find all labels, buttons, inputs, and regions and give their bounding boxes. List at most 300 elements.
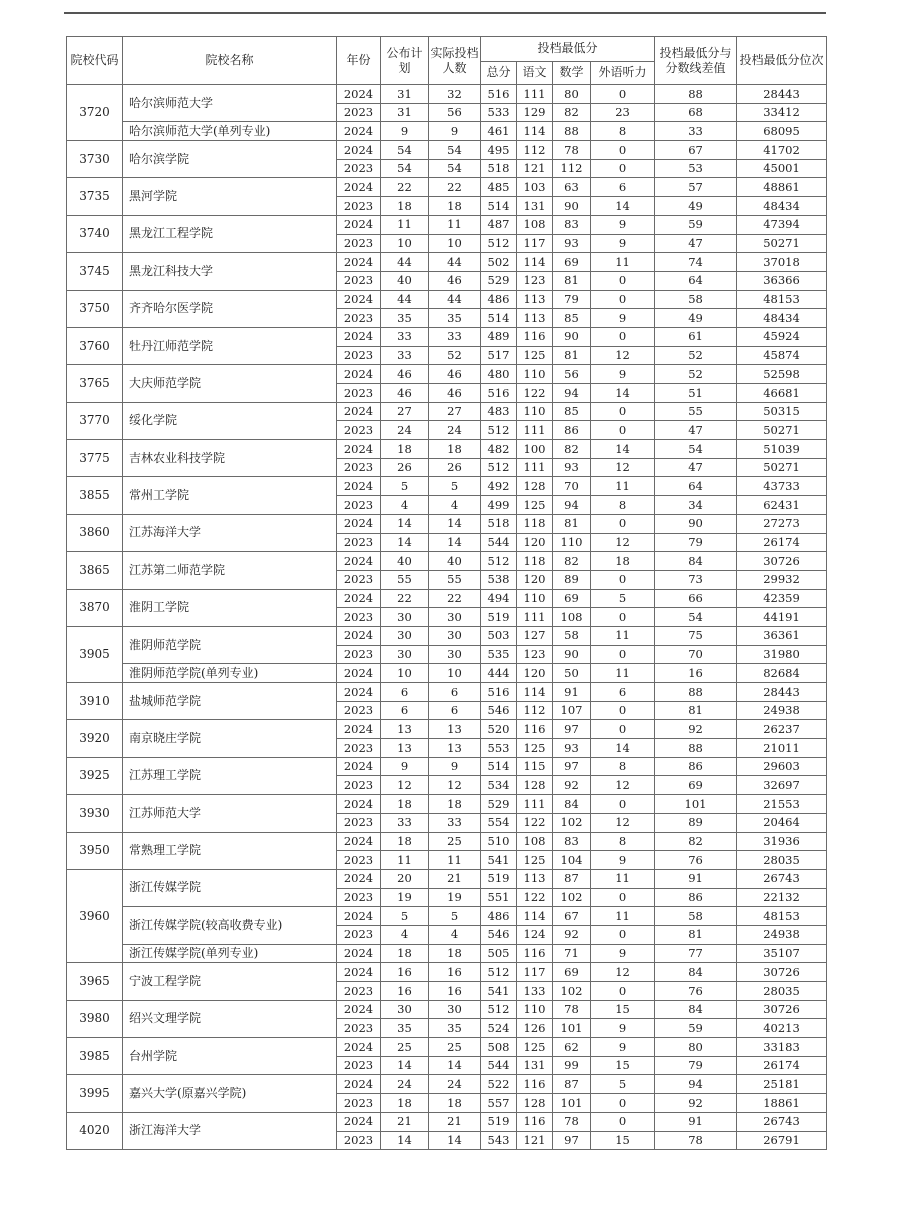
actual-cell: 40 <box>429 552 481 571</box>
plan-cell: 35 <box>381 309 429 328</box>
plan-cell: 26 <box>381 458 429 477</box>
table-row <box>67 1038 827 1057</box>
rank-cell: 33183 <box>737 1038 827 1057</box>
diff-cell: 92 <box>655 720 737 739</box>
actual-cell: 46 <box>429 384 481 403</box>
year-cell: 2023 <box>337 346 381 365</box>
table-row <box>67 683 827 702</box>
diff-cell: 74 <box>655 253 737 272</box>
rank-cell: 28035 <box>737 851 827 870</box>
listening-cell: 0 <box>591 141 655 160</box>
plan-cell: 19 <box>381 888 429 907</box>
total-cell: 544 <box>481 1056 517 1075</box>
year-cell: 2023 <box>337 1019 381 1038</box>
actual-cell: 14 <box>429 514 481 533</box>
math-cell: 102 <box>553 888 591 907</box>
chinese-cell: 113 <box>517 869 553 888</box>
table-row <box>67 1075 827 1094</box>
math-cell: 85 <box>553 402 591 421</box>
listening-cell: 14 <box>591 197 655 216</box>
table-row <box>67 327 827 346</box>
year-cell: 2024 <box>337 365 381 384</box>
chinese-cell: 125 <box>517 346 553 365</box>
chinese-cell: 124 <box>517 925 553 944</box>
math-cell: 63 <box>553 178 591 197</box>
school-code: 3980 <box>67 1000 123 1037</box>
total-cell: 517 <box>481 346 517 365</box>
school-code: 3740 <box>67 215 123 252</box>
school-code: 3985 <box>67 1038 123 1075</box>
diff-cell: 61 <box>655 327 737 346</box>
listening-cell: 9 <box>591 1019 655 1038</box>
plan-cell: 5 <box>381 907 429 926</box>
rank-cell: 50271 <box>737 234 827 253</box>
actual-cell: 13 <box>429 720 481 739</box>
col-listening-header: 外语听力 <box>591 62 655 85</box>
plan-cell: 33 <box>381 346 429 365</box>
school-name: 浙江海洋大学 <box>123 1112 337 1149</box>
diff-cell: 76 <box>655 982 737 1001</box>
listening-cell: 14 <box>591 739 655 758</box>
diff-cell: 84 <box>655 1000 737 1019</box>
math-cell: 81 <box>553 271 591 290</box>
actual-cell: 30 <box>429 645 481 664</box>
actual-cell: 54 <box>429 141 481 160</box>
listening-cell: 0 <box>591 608 655 627</box>
plan-cell: 12 <box>381 776 429 795</box>
diff-cell: 53 <box>655 159 737 178</box>
plan-cell: 35 <box>381 1019 429 1038</box>
math-cell: 69 <box>553 589 591 608</box>
chinese-cell: 115 <box>517 757 553 776</box>
listening-cell: 0 <box>591 290 655 309</box>
table-row <box>67 215 827 234</box>
school-code: 3735 <box>67 178 123 215</box>
listening-cell: 8 <box>591 832 655 851</box>
diff-cell: 34 <box>655 496 737 515</box>
year-cell: 2024 <box>337 757 381 776</box>
rank-cell: 21553 <box>737 795 827 814</box>
rank-cell: 30726 <box>737 963 827 982</box>
year-cell: 2024 <box>337 1075 381 1094</box>
diff-cell: 81 <box>655 701 737 720</box>
rank-cell: 40213 <box>737 1019 827 1038</box>
rank-cell: 46681 <box>737 384 827 403</box>
math-cell: 93 <box>553 739 591 758</box>
actual-cell: 16 <box>429 982 481 1001</box>
plan-cell: 22 <box>381 589 429 608</box>
actual-cell: 12 <box>429 776 481 795</box>
listening-cell: 15 <box>591 1056 655 1075</box>
total-cell: 512 <box>481 1000 517 1019</box>
chinese-cell: 111 <box>517 608 553 627</box>
year-cell: 2023 <box>337 309 381 328</box>
diff-cell: 75 <box>655 626 737 645</box>
listening-cell: 23 <box>591 103 655 122</box>
actual-cell: 5 <box>429 907 481 926</box>
listening-cell: 9 <box>591 1038 655 1057</box>
diff-cell: 79 <box>655 1056 737 1075</box>
rank-cell: 48434 <box>737 197 827 216</box>
chinese-cell: 120 <box>517 570 553 589</box>
diff-cell: 58 <box>655 907 737 926</box>
table-row <box>67 290 827 309</box>
chinese-cell: 116 <box>517 1075 553 1094</box>
chinese-cell: 114 <box>517 907 553 926</box>
actual-cell: 33 <box>429 327 481 346</box>
school-code: 3950 <box>67 832 123 869</box>
plan-cell: 5 <box>381 477 429 496</box>
chinese-cell: 116 <box>517 327 553 346</box>
diff-cell: 47 <box>655 234 737 253</box>
actual-cell: 14 <box>429 1131 481 1150</box>
school-name: 齐齐哈尔医学院 <box>123 290 337 327</box>
actual-cell: 18 <box>429 1094 481 1113</box>
actual-cell: 13 <box>429 739 481 758</box>
chinese-cell: 116 <box>517 1112 553 1131</box>
school-code: 3960 <box>67 869 123 962</box>
math-cell: 92 <box>553 776 591 795</box>
math-cell: 108 <box>553 608 591 627</box>
school-code: 3905 <box>67 626 123 682</box>
rank-cell: 50315 <box>737 402 827 421</box>
math-cell: 97 <box>553 757 591 776</box>
school-name: 江苏海洋大学 <box>123 514 337 551</box>
chinese-cell: 113 <box>517 309 553 328</box>
plan-cell: 44 <box>381 290 429 309</box>
year-cell: 2024 <box>337 402 381 421</box>
year-cell: 2024 <box>337 869 381 888</box>
diff-cell: 86 <box>655 757 737 776</box>
school-code: 3965 <box>67 963 123 1000</box>
year-cell: 2023 <box>337 234 381 253</box>
math-cell: 89 <box>553 570 591 589</box>
actual-cell: 6 <box>429 701 481 720</box>
year-cell: 2024 <box>337 832 381 851</box>
diff-cell: 55 <box>655 402 737 421</box>
total-cell: 499 <box>481 496 517 515</box>
total-cell: 519 <box>481 608 517 627</box>
total-cell: 512 <box>481 552 517 571</box>
listening-cell: 5 <box>591 1075 655 1094</box>
plan-cell: 11 <box>381 851 429 870</box>
plan-cell: 14 <box>381 1131 429 1150</box>
school-code: 3870 <box>67 589 123 626</box>
rank-cell: 26743 <box>737 869 827 888</box>
math-cell: 79 <box>553 290 591 309</box>
math-cell: 104 <box>553 851 591 870</box>
year-cell: 2024 <box>337 795 381 814</box>
chinese-cell: 114 <box>517 683 553 702</box>
total-cell: 514 <box>481 757 517 776</box>
chinese-cell: 125 <box>517 1038 553 1057</box>
school-code: 3930 <box>67 795 123 832</box>
rank-cell: 28443 <box>737 85 827 104</box>
chinese-cell: 127 <box>517 626 553 645</box>
rank-cell: 20464 <box>737 813 827 832</box>
diff-cell: 47 <box>655 458 737 477</box>
school-name: 吉林农业科技学院 <box>123 440 337 477</box>
rank-cell: 32697 <box>737 776 827 795</box>
total-cell: 544 <box>481 533 517 552</box>
diff-cell: 54 <box>655 608 737 627</box>
rank-cell: 30726 <box>737 1000 827 1019</box>
total-cell: 461 <box>481 122 517 141</box>
diff-cell: 86 <box>655 888 737 907</box>
school-code: 3775 <box>67 440 123 477</box>
math-cell: 85 <box>553 309 591 328</box>
listening-cell: 11 <box>591 253 655 272</box>
actual-cell: 18 <box>429 795 481 814</box>
actual-cell: 24 <box>429 1075 481 1094</box>
actual-cell: 22 <box>429 178 481 197</box>
math-cell: 94 <box>553 496 591 515</box>
rank-cell: 45874 <box>737 346 827 365</box>
plan-cell: 33 <box>381 327 429 346</box>
chinese-cell: 118 <box>517 514 553 533</box>
year-cell: 2024 <box>337 514 381 533</box>
listening-cell: 9 <box>591 215 655 234</box>
year-cell: 2023 <box>337 103 381 122</box>
diff-cell: 91 <box>655 869 737 888</box>
school-name: 宁波工程学院 <box>123 963 337 1000</box>
actual-cell: 25 <box>429 832 481 851</box>
table-row <box>67 85 827 104</box>
math-cell: 62 <box>553 1038 591 1057</box>
rank-cell: 51039 <box>737 440 827 459</box>
table-row <box>67 720 827 739</box>
school-name: 浙江传媒学院 <box>123 869 337 906</box>
year-cell: 2023 <box>337 1094 381 1113</box>
year-cell: 2023 <box>337 813 381 832</box>
actual-cell: 54 <box>429 159 481 178</box>
plan-cell: 6 <box>381 683 429 702</box>
total-cell: 543 <box>481 1131 517 1150</box>
rank-cell: 35107 <box>737 944 827 963</box>
math-cell: 50 <box>553 664 591 683</box>
math-cell: 91 <box>553 683 591 702</box>
school-code: 3760 <box>67 327 123 364</box>
diff-cell: 84 <box>655 963 737 982</box>
math-cell: 94 <box>553 384 591 403</box>
actual-cell: 30 <box>429 1000 481 1019</box>
rank-cell: 48153 <box>737 290 827 309</box>
plan-cell: 24 <box>381 421 429 440</box>
school-code: 3750 <box>67 290 123 327</box>
diff-cell: 73 <box>655 570 737 589</box>
plan-cell: 18 <box>381 944 429 963</box>
plan-cell: 31 <box>381 103 429 122</box>
year-cell: 2023 <box>337 776 381 795</box>
table-row <box>67 589 827 608</box>
math-cell: 80 <box>553 85 591 104</box>
listening-cell: 12 <box>591 963 655 982</box>
total-cell: 535 <box>481 645 517 664</box>
listening-cell: 11 <box>591 664 655 683</box>
math-cell: 90 <box>553 327 591 346</box>
actual-cell: 30 <box>429 608 481 627</box>
actual-cell: 55 <box>429 570 481 589</box>
math-cell: 82 <box>553 552 591 571</box>
diff-cell: 57 <box>655 178 737 197</box>
total-cell: 519 <box>481 869 517 888</box>
plan-cell: 14 <box>381 1056 429 1075</box>
rank-cell: 43733 <box>737 477 827 496</box>
actual-cell: 46 <box>429 271 481 290</box>
total-cell: 516 <box>481 85 517 104</box>
math-cell: 78 <box>553 1000 591 1019</box>
diff-cell: 49 <box>655 309 737 328</box>
total-cell: 486 <box>481 907 517 926</box>
school-name: 浙江传媒学院(单列专业) <box>123 944 337 963</box>
chinese-cell: 111 <box>517 795 553 814</box>
year-cell: 2024 <box>337 963 381 982</box>
math-cell: 81 <box>553 346 591 365</box>
actual-cell: 18 <box>429 440 481 459</box>
year-cell: 2023 <box>337 701 381 720</box>
school-name: 淮阴师范学院(单列专业) <box>123 664 337 683</box>
rank-cell: 31980 <box>737 645 827 664</box>
listening-cell: 12 <box>591 813 655 832</box>
school-code: 3865 <box>67 552 123 589</box>
plan-cell: 18 <box>381 197 429 216</box>
math-cell: 69 <box>553 253 591 272</box>
diff-cell: 66 <box>655 589 737 608</box>
plan-cell: 18 <box>381 832 429 851</box>
plan-cell: 14 <box>381 533 429 552</box>
year-cell: 2024 <box>337 1112 381 1131</box>
rank-cell: 26743 <box>737 1112 827 1131</box>
diff-cell: 67 <box>655 141 737 160</box>
total-cell: 512 <box>481 458 517 477</box>
diff-cell: 82 <box>655 832 737 851</box>
year-cell: 2024 <box>337 122 381 141</box>
math-cell: 78 <box>553 141 591 160</box>
year-cell: 2024 <box>337 1038 381 1057</box>
actual-cell: 16 <box>429 963 481 982</box>
chinese-cell: 125 <box>517 739 553 758</box>
diff-cell: 78 <box>655 1131 737 1150</box>
total-cell: 533 <box>481 103 517 122</box>
year-cell: 2023 <box>337 925 381 944</box>
total-cell: 503 <box>481 626 517 645</box>
plan-cell: 30 <box>381 626 429 645</box>
diff-cell: 89 <box>655 813 737 832</box>
actual-cell: 24 <box>429 421 481 440</box>
diff-cell: 101 <box>655 795 737 814</box>
math-cell: 101 <box>553 1019 591 1038</box>
plan-cell: 30 <box>381 608 429 627</box>
year-cell: 2023 <box>337 982 381 1001</box>
table-row <box>67 664 827 683</box>
actual-cell: 33 <box>429 813 481 832</box>
year-cell: 2023 <box>337 851 381 870</box>
chinese-cell: 133 <box>517 982 553 1001</box>
actual-cell: 5 <box>429 477 481 496</box>
table-row <box>67 869 827 888</box>
school-name: 黑龙江科技大学 <box>123 253 337 290</box>
plan-cell: 18 <box>381 440 429 459</box>
chinese-cell: 118 <box>517 552 553 571</box>
math-cell: 90 <box>553 197 591 216</box>
total-cell: 444 <box>481 664 517 683</box>
actual-cell: 18 <box>429 944 481 963</box>
total-cell: 541 <box>481 851 517 870</box>
col-diff-header: 投档最低分与分数线差值 <box>655 37 737 85</box>
year-cell: 2024 <box>337 290 381 309</box>
year-cell: 2024 <box>337 552 381 571</box>
school-code: 3925 <box>67 757 123 794</box>
diff-cell: 64 <box>655 477 737 496</box>
listening-cell: 0 <box>591 982 655 1001</box>
total-cell: 518 <box>481 159 517 178</box>
listening-cell: 11 <box>591 869 655 888</box>
year-cell: 2024 <box>337 626 381 645</box>
actual-cell: 25 <box>429 1038 481 1057</box>
math-cell: 56 <box>553 365 591 384</box>
total-cell: 519 <box>481 1112 517 1131</box>
table-row <box>67 1000 827 1019</box>
plan-cell: 13 <box>381 739 429 758</box>
rank-cell: 50271 <box>737 458 827 477</box>
listening-cell: 14 <box>591 384 655 403</box>
listening-cell: 0 <box>591 1094 655 1113</box>
table-row <box>67 514 827 533</box>
chinese-cell: 123 <box>517 645 553 664</box>
school-name: 江苏理工学院 <box>123 757 337 794</box>
rank-cell: 27273 <box>737 514 827 533</box>
col-math-header: 数学 <box>553 62 591 85</box>
chinese-cell: 112 <box>517 701 553 720</box>
table-row <box>67 1112 827 1131</box>
plan-cell: 27 <box>381 402 429 421</box>
diff-cell: 91 <box>655 1112 737 1131</box>
listening-cell: 0 <box>591 888 655 907</box>
year-cell: 2024 <box>337 589 381 608</box>
listening-cell: 6 <box>591 683 655 702</box>
math-cell: 107 <box>553 701 591 720</box>
total-cell: 494 <box>481 589 517 608</box>
table-row <box>67 141 827 160</box>
year-cell: 2024 <box>337 85 381 104</box>
col-plan-header: 公布计划 <box>381 37 429 85</box>
table-row <box>67 963 827 982</box>
actual-cell: 32 <box>429 85 481 104</box>
diff-cell: 79 <box>655 533 737 552</box>
plan-cell: 46 <box>381 384 429 403</box>
math-cell: 97 <box>553 1131 591 1150</box>
chinese-cell: 116 <box>517 720 553 739</box>
listening-cell: 14 <box>591 440 655 459</box>
school-code: 3910 <box>67 683 123 720</box>
diff-cell: 58 <box>655 290 737 309</box>
diff-cell: 49 <box>655 197 737 216</box>
plan-cell: 46 <box>381 365 429 384</box>
school-code: 3860 <box>67 514 123 551</box>
rank-cell: 68095 <box>737 122 827 141</box>
rank-cell: 31936 <box>737 832 827 851</box>
rank-cell: 18861 <box>737 1094 827 1113</box>
diff-cell: 70 <box>655 645 737 664</box>
plan-cell: 22 <box>381 178 429 197</box>
year-cell: 2023 <box>337 645 381 664</box>
listening-cell: 0 <box>591 327 655 346</box>
plan-cell: 30 <box>381 1000 429 1019</box>
year-cell: 2024 <box>337 1000 381 1019</box>
chinese-cell: 125 <box>517 496 553 515</box>
school-code: 3995 <box>67 1075 123 1112</box>
diff-cell: 68 <box>655 103 737 122</box>
